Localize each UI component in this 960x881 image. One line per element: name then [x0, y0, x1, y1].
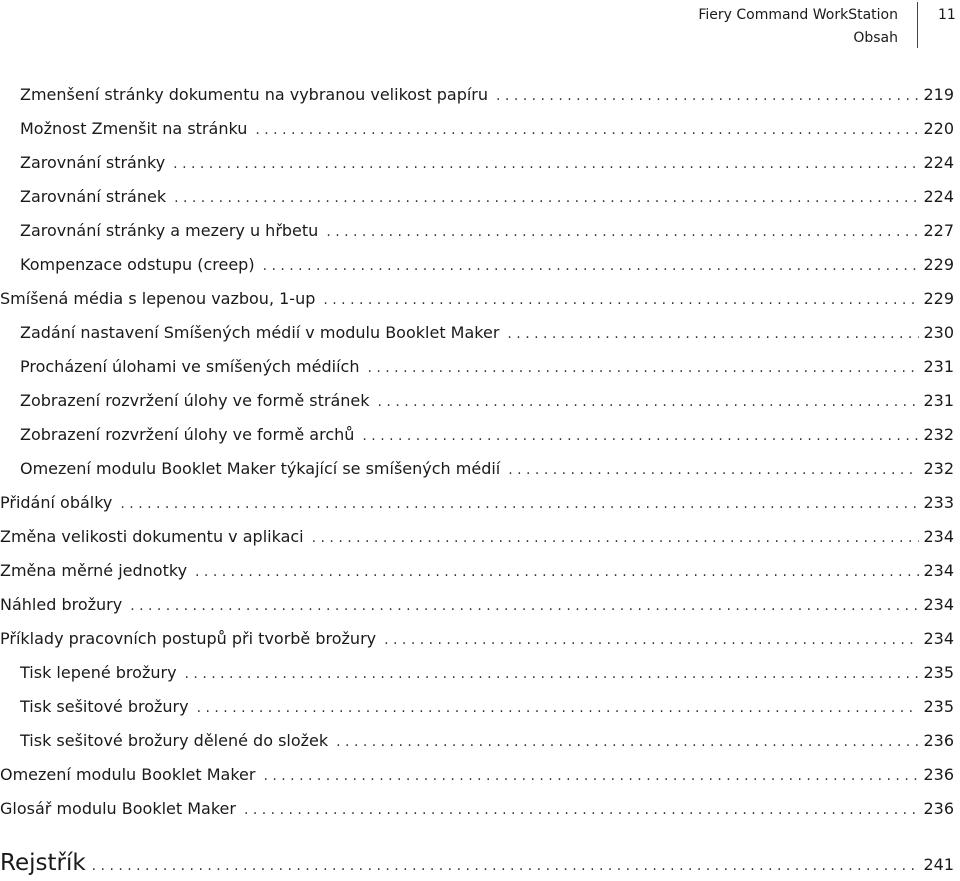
dot-leader — [378, 392, 920, 412]
toc-entry-title: Náhled brožury — [0, 595, 123, 614]
toc-entry-page: 235 — [923, 697, 954, 716]
dot-leader — [326, 222, 919, 242]
toc-entry-title: Tisk sešitové brožury — [20, 697, 189, 716]
dot-leader — [130, 596, 919, 616]
dot-leader — [197, 698, 920, 718]
toc-entry-title: Zobrazení rozvržení úlohy ve formě archů — [20, 425, 355, 444]
toc-entry-page: 234 — [923, 561, 954, 580]
toc-entry-title: Omezení modulu Booklet Maker — [0, 765, 256, 784]
toc-entry-page: 236 — [923, 731, 954, 750]
dot-leader — [362, 426, 919, 446]
toc-entry-title: Zarovnání stránky — [20, 153, 166, 172]
toc-entry-title: Zobrazení rozvržení úlohy ve formě stránek — [20, 391, 370, 410]
header-product: Fiery Command WorkStation — [698, 7, 898, 23]
dot-leader — [496, 86, 919, 106]
toc-entry[interactable] — [0, 697, 954, 731]
table-of-contents — [0, 85, 954, 833]
dot-leader — [174, 188, 919, 208]
toc-entry[interactable] — [0, 391, 954, 425]
toc-entry-page: 231 — [923, 357, 954, 376]
toc-entry-title: Zadání nastavení Smíšených médií v modulu Booklet Maker — [20, 323, 500, 342]
dot-leader — [367, 358, 919, 378]
toc-entry[interactable] — [0, 187, 954, 221]
toc-entry-title: Rejstřík — [0, 850, 86, 876]
toc-entry-page: 229 — [923, 289, 954, 308]
toc-entry-title: Změna velikosti dokumentu v aplikaci — [0, 527, 304, 546]
toc-entry-title: Příklady pracovních postupů při tvorbě brožury — [0, 629, 377, 648]
toc-entry-page: 220 — [923, 119, 954, 138]
toc-entry-page: 236 — [923, 765, 954, 784]
dot-leader — [195, 562, 919, 582]
toc-entry-page: 227 — [923, 221, 954, 240]
dot-leader — [92, 851, 918, 881]
toc-entry[interactable] — [0, 629, 954, 663]
dot-leader — [508, 460, 919, 480]
page-header — [0, 0, 960, 60]
toc-entry-title: Tisk sešitové brožury dělené do složek — [20, 731, 329, 750]
toc-entry[interactable] — [0, 493, 954, 527]
toc-entry[interactable] — [0, 595, 954, 629]
toc-entry-index[interactable] — [0, 848, 954, 881]
toc-entry-page: 224 — [923, 153, 954, 172]
toc-entry[interactable] — [0, 153, 954, 187]
toc-entry-page: 219 — [923, 85, 954, 104]
toc-entry-page: 231 — [923, 391, 954, 410]
toc-entry-title: Tisk lepené brožury — [20, 663, 177, 682]
toc-entry[interactable] — [0, 527, 954, 561]
toc-entry[interactable] — [0, 425, 954, 459]
toc-entry-title: Procházení úlohami ve smíšených médiích — [20, 357, 360, 376]
toc-entry[interactable] — [0, 663, 954, 697]
toc-entry[interactable] — [0, 799, 954, 833]
toc-entry-page: 241 — [923, 855, 954, 874]
toc-entry-page: 234 — [923, 629, 954, 648]
dot-leader — [244, 800, 919, 820]
dot-leader — [255, 120, 919, 140]
dot-leader — [323, 290, 919, 310]
dot-leader — [263, 766, 919, 786]
header-divider — [917, 2, 918, 48]
toc-entry-page: 234 — [923, 595, 954, 614]
toc-entry-title: Smíšená média s lepenou vazbou, 1-up — [0, 289, 316, 308]
toc-entry-page: 236 — [923, 799, 954, 818]
dot-leader — [185, 664, 920, 684]
toc-entry-page: 234 — [923, 527, 954, 546]
toc-entry-title: Glosář modulu Booklet Maker — [0, 799, 236, 818]
toc-entry[interactable] — [0, 255, 954, 289]
toc-entry-title: Změna měrné jednotky — [0, 561, 188, 580]
toc-entry-title: Přidání obálky — [0, 493, 113, 512]
toc-entry-page: 230 — [923, 323, 954, 342]
toc-entry-title: Zarovnání stránky a mezery u hřbetu — [20, 221, 319, 240]
toc-entry-title: Omezení modulu Booklet Maker týkající se smíšených médií — [20, 459, 501, 478]
toc-entry-title: Zarovnání stránek — [20, 187, 167, 206]
dot-leader — [173, 154, 919, 174]
dot-leader — [336, 732, 919, 752]
toc-entry[interactable] — [0, 119, 954, 153]
page-number: 11 — [938, 7, 956, 23]
toc-entry[interactable] — [0, 561, 954, 595]
toc-entry-title: Kompenzace odstupu (creep) — [20, 255, 255, 274]
toc-entry-page: 224 — [923, 187, 954, 206]
toc-entry[interactable] — [0, 459, 954, 493]
toc-entry-title: Zmenšení stránky dokumentu na vybranou velikost papíru — [20, 85, 489, 104]
toc-entry-page: 229 — [923, 255, 954, 274]
toc-entry-page: 232 — [923, 459, 954, 478]
toc-entry[interactable] — [0, 221, 954, 255]
dot-leader — [120, 494, 919, 514]
dot-leader — [263, 256, 920, 276]
toc-entry-page: 235 — [923, 663, 954, 682]
dot-leader — [384, 630, 919, 650]
header-text — [698, 4, 898, 50]
dot-leader — [507, 324, 919, 344]
header-section: Obsah — [853, 30, 898, 46]
toc-entry[interactable] — [0, 323, 954, 357]
toc-entry[interactable] — [0, 289, 954, 323]
toc-entry-title: Možnost Zmenšit na stránku — [20, 119, 248, 138]
toc-entry-page: 232 — [923, 425, 954, 444]
toc-entry[interactable] — [0, 765, 954, 799]
toc-entry[interactable] — [0, 85, 954, 119]
dot-leader — [312, 528, 920, 548]
toc-entry[interactable] — [0, 357, 954, 391]
toc-entry-page: 233 — [923, 493, 954, 512]
toc-entry[interactable] — [0, 731, 954, 765]
